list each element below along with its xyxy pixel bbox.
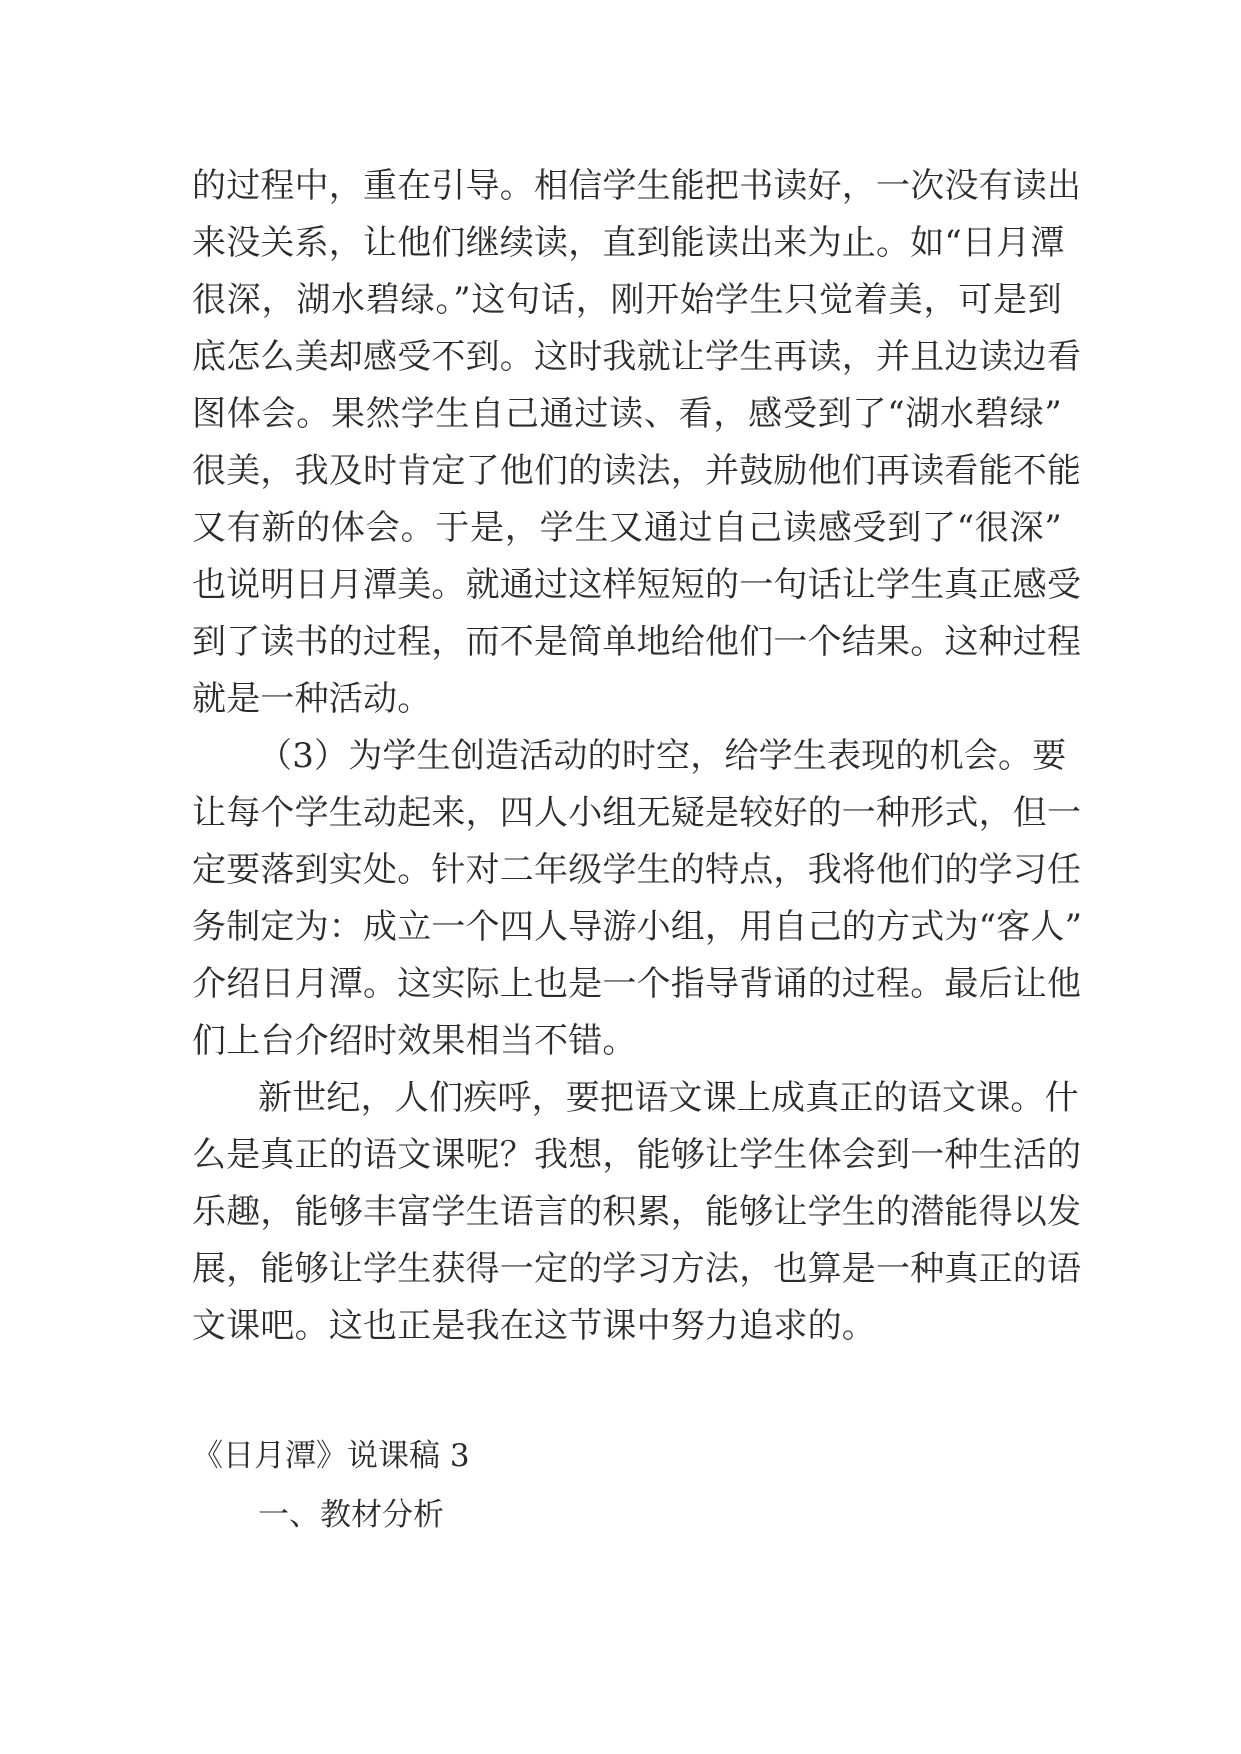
paragraph-1-line-7: 又有新的体会。于是，学生又通过自己读感受到了“很深” (192, 508, 1062, 548)
paragraph-1-line-10: 就是一种活动。 (192, 679, 432, 719)
paragraph-3-line-4: 展，能够让学生获得一定的学习方法，也算是一种真正的语 (192, 1249, 1082, 1289)
paragraph-3-line-2: 么是真正的语文课呢？我想，能够让学生体会到一种生活的 (192, 1135, 1082, 1175)
paragraph-3-line-3: 乐趣，能够丰富学生语言的积累，能够让学生的潜能得以发 (192, 1192, 1082, 1232)
paragraph-2-line-4: 务制定为：成立一个四人导游小组，用自己的方式为“客人” (192, 907, 1083, 947)
paragraph-1-line-4: 底怎么美却感受不到。这时我就让学生再读，并且边读边看 (192, 337, 1082, 377)
paragraph-2-line-6: 们上台介绍时效果相当不错。 (192, 1021, 637, 1061)
paragraph-3-line-1: 新世纪，人们疾呼，要把语文课上成真正的语文课。什 (258, 1078, 1079, 1118)
paragraph-1-line-9: 到了读书的过程，而不是简单地给他们一个结果。这种过程 (192, 622, 1082, 662)
paragraph-1-line-1: 的过程中，重在引导。相信学生能把书读好，一次没有读出 (192, 166, 1082, 206)
paragraph-2-line-2: 让每个学生动起来，四人小组无疑是较好的一种形式，但一 (192, 793, 1082, 833)
paragraph-1-line-8: 也说明日月潭美。就通过这样短短的一句话让学生真正感受 (192, 565, 1082, 605)
paragraph-3-line-5: 文课吧。这也正是我在这节课中努力追求的。 (192, 1306, 876, 1346)
paragraph-2-line-5: 介绍日月潭。这实际上也是一个指导背诵的过程。最后让他 (192, 964, 1082, 1004)
paragraph-1-line-6: 很美，我及时肯定了他们的读法，并鼓励他们再读看能不能 (192, 451, 1082, 491)
paragraph-2-line-3: 定要落到实处。针对二年级学生的特点，我将他们的学习任 (192, 850, 1082, 890)
paragraph-2-line-1: （3）为学生创造活动的时空，给学生表现的机会。要 (258, 736, 1067, 776)
paragraph-1-line-3: 很深，湖水碧绿。”这句话，刚开始学生只觉着美，可是到 (192, 280, 1062, 320)
paragraph-1-line-5: 图体会。果然学生自己通过读、看，感受到了“湖水碧绿” (192, 394, 1062, 434)
paragraph-1-line-2: 来没关系，让他们继续读，直到能读出来为止。如“日月潭 (192, 223, 1065, 263)
section-title: 《日月潭》说课稿 3 (192, 1438, 470, 1474)
section-subtitle: 一、教材分析 (258, 1497, 444, 1533)
